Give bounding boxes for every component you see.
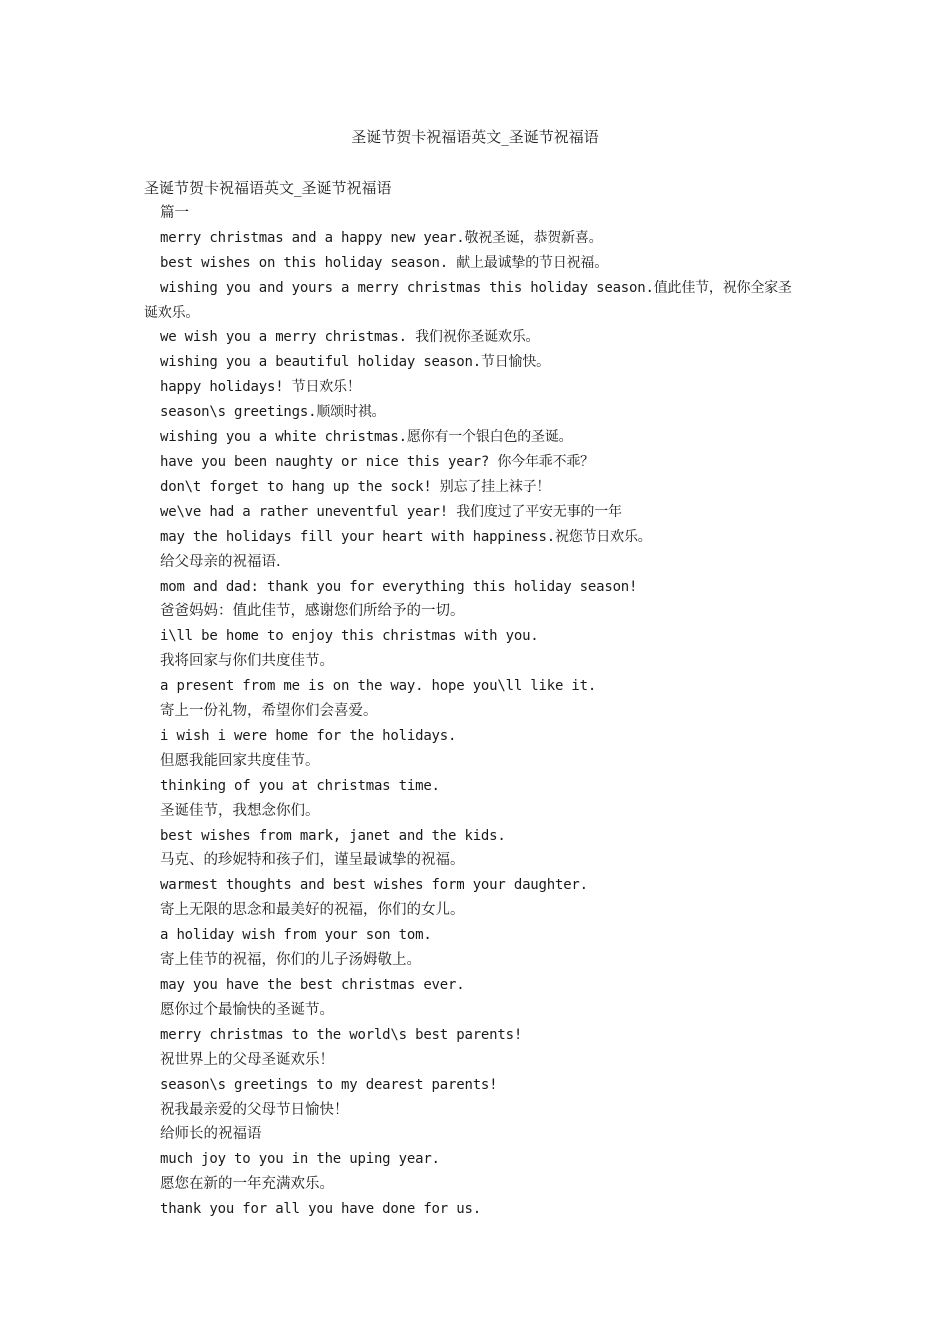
text-line: a present from me is on the way. hope you\ll like it. [160,678,597,695]
text-line: i\ll be home to enjoy this christmas with you. [160,628,539,645]
text-line: have you been naughty or nice this year? 你今年乖不乖？ [160,453,594,470]
text-line: wishing you and yours a merry christmas this holiday season.值此佳节，祝你全家圣诞欢乐。 [144,279,792,321]
text-line: may you have the best christmas ever. [160,977,465,993]
text-line: 我将回家与你们共度佳节。 [160,653,334,670]
text-line: thinking of you at christmas time. [160,777,440,794]
text-line: 给师长的祝福语 [160,1126,262,1143]
text-line: 但愿我能回家共度佳节。 [160,752,320,769]
text-line: thank you for all you have done for us. [160,1201,481,1218]
text-line: 寄上无限的思念和最美好的祝福，你们的女儿。 [160,902,465,919]
text-line: wishing you a beautiful holiday season.节日愉快。 [160,354,550,371]
text-line: 祝世界上的父母圣诞欢乐！ [160,1051,334,1068]
greeting-lines [144,201,804,1222]
text-line: wishing you a white christmas.愿你有一个银白色的圣诞。 [160,429,573,446]
text-line: season\s greetings.顺颂时祺。 [160,404,386,421]
text-line: may the holidays fill your heart with happiness.祝您节日欢乐。 [160,528,652,545]
text-line: we wish you a merry christmas. 我们祝你圣诞欢乐。 [160,329,540,346]
text-line: 篇一 [160,204,189,221]
text-line: we\ve had a rather uneventful year! 我们度过了平安无事的一年 [160,503,622,520]
text-line: i wish i were home for the holidays. [160,727,457,744]
text-line: much joy to you in the uping year. [160,1151,440,1168]
text-line: happy holidays! 节日欢乐！ [160,379,361,396]
text-line: a holiday wish from your son tom. [160,927,432,944]
text-line: 愿您在新的一年充满欢乐。 [160,1176,334,1193]
document-body [144,176,804,1222]
text-line: 祝我最亲爱的父母节日愉快！ [160,1101,349,1118]
text-line: merry christmas to the world\s best parents! [160,1026,523,1043]
text-line: 给父母亲的祝福语. [160,553,281,570]
document-title: 圣诞节贺卡祝福语英文_圣诞节祝福语 [351,128,599,146]
text-line: 马克、的珍妮特和孩子们，谨呈最诚挚的祝福。 [160,852,465,869]
text-line: 爸爸妈妈：值此佳节，感谢您们所给予的一切。 [160,603,465,620]
text-line: merry christmas and a happy new year.敬祝圣诞，恭贺新喜。 [160,229,603,246]
text-line: don\t forget to hang up the sock! 别忘了挂上袜子！ [160,478,551,495]
text-line: 愿你过个最愉快的圣诞节。 [160,1001,334,1018]
text-line: 圣诞佳节，我想念你们。 [160,802,320,819]
text-line: mom and dad: thank you for everything this holiday season! [160,578,638,595]
text-line: best wishes on this holiday season. 献上最诚挚的节日祝福。 [160,254,609,271]
text-line: season\s greetings to my dearest parents! [160,1076,498,1093]
text-line: 寄上佳节的祝福，你们的儿子汤姆敬上。 [160,952,421,969]
text-line: 寄上一份礼物，希望你们会喜爱。 [160,703,378,720]
text-line: warmest thoughts and best wishes form your daughter. [160,877,588,894]
text-line: best wishes from mark, janet and the kids. [160,827,506,844]
document-subtitle: 圣诞节贺卡祝福语英文_圣诞节祝福语 [144,179,392,197]
